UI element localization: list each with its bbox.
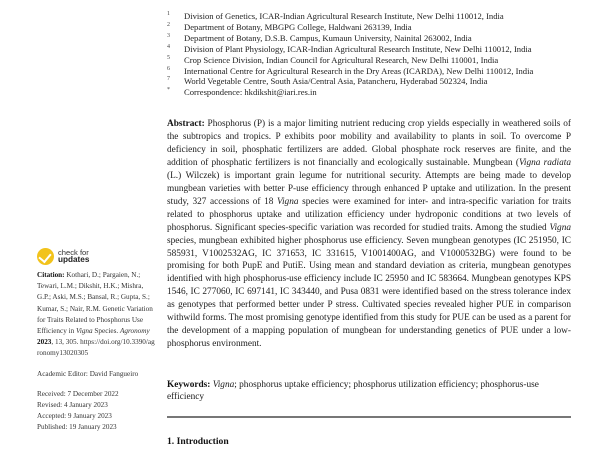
affiliation-number: 3 [167,32,170,39]
affiliation-text: Department of Botany, D.S.B. Campus, Kumaun University, Nainital 263002, India [184,32,472,43]
affiliations-list [167,11,587,98]
crossmark-check-icon [37,248,54,265]
citation-genus: Vigna [75,327,93,336]
academic-editor: Academic Editor: David Fangueiro [37,369,139,378]
keywords: Keywords: Vigna; phosphorus uptake efficiency; phosphorus utilization efficiency; phosphorus-use efficiency [167,380,539,403]
correspondence [167,87,587,98]
citation-volume-pages: , 13, 305. [51,338,79,347]
citation-label: Citation: [37,271,65,279]
affiliation-text: Division of Genetics, ICAR-Indian Agricultural Research Institute, New Delhi 110012, India [184,11,504,21]
affiliation-item [167,66,587,77]
date-received: Received: 7 December 2022 [37,389,119,398]
publication-dates [37,389,157,434]
citation-year: 2023 [37,338,52,347]
section-heading-introduction: 1. Introduction [167,436,229,447]
affiliation-number: * [167,87,170,94]
affiliation-number: 6 [167,65,170,72]
affiliation-number: 7 [167,76,170,83]
affiliation-number: 5 [167,54,170,61]
affiliation-text: International Centre for Agricultural Research in the Dry Areas (ICARDA), New Delhi 110012, India [184,65,534,76]
section-divider [167,416,571,418]
article-sidebar [37,246,157,434]
check-for-updates-button[interactable] [37,246,157,266]
date-accepted: Accepted: 9 January 2023 [37,412,112,421]
affiliation-text: Division of Plant Physiology, ICAR-Indian Agricultural Research Institute, New Delhi 110012, India [184,43,532,54]
affiliation-text: World Vegetable Centre, South Asia/Central Asia, Patancheru, Hyderabad 502324, India [184,76,488,87]
affiliation-text: Department of Botany, MBGPG College, Haldwani 263139, India [184,21,412,32]
affiliation-item [167,76,587,87]
citation-journal: Agronomy [119,327,150,336]
affiliation-item [167,44,587,55]
abstract: Abstract: Phosphorus (P) is a major limiting nutrient reducing crop yields especially in weathered soils of the subtropics and tropics. P exhibits poor mobility and availability to plants in soil. To overcome P deficiency in soil, phosphatic fertilizers are added. Global phosphate rock reserves are finite, and the addition of phosphatic fertilizers is not financially and ecologically sustainable. Mungbean (Vigna radiata (L.) Wilczek) is important grain legume for nutritional security. Attempts are being made to develop mungbean varieties with better P-use efficiency through enhanced P uptake and utilization. In the present study, 327 accessions of 18 Vigna species were examined for inter- and intra-specific variation for traits related to phosphorus uptake and utilization efficiency under hydroponic conditions at two levels of phosphorus. Significant species-specific variation was recorded for studied traits. Among the studied Vigna species, mungbean exhibited higher phosphorus use efficiency. Seven mungbean genotypes (IC 251950, IC 585931, V1002532AG, IC 371653, IC 331615, V1001400AG, and V1000532BG) were found to be promising for both PupE and PutiE. Using mean and standard deviation as criteria, mungbean genotypes identified with high phosphorus-use efficiency include IC 25950 and IC 583664. Mungbean genotypes KPS 1546, IC 277060, IC 697141, IC 343440, and Pusa 0831 were identified based on the stress tolerance index as genotypes that performed better under P stress. Cultivated species revealed higher PUE in comparison withwild forms. The most promising genotype identified from this study for PUE can be used as a parent for the development of a mapping population of mungbean for understanding genetics of PUE under a low-phosphorus environment. [167,119,572,350]
date-revised: Revised: 4 January 2023 [37,401,108,410]
correspondence-text[interactable]: Correspondence: hkdikshit@iari.res.in [184,87,317,98]
keywords-label: Keywords: [167,380,211,390]
affiliation-item [167,33,587,44]
crossmark-label: check for updates [58,247,90,264]
abstract-label: Abstract: [167,119,205,129]
affiliation-number: 2 [167,21,170,28]
affiliation-item [167,11,587,22]
affiliation-item [167,22,587,33]
affiliation-number: 1 [167,11,170,17]
affiliation-number: 4 [167,43,170,50]
citation-doi-link[interactable]: https://doi.org/10.3390/agronomy13020305 [37,338,155,358]
citation-block [37,270,157,360]
affiliation-text: Crop Science Division, Indian Council for Agricultural Research, New Delhi 110001, India [184,54,499,65]
citation-species: Species. [94,327,119,336]
affiliation-item [167,55,587,66]
date-published: Published: 19 January 2023 [37,423,117,432]
citation-authors: Kothari, D.; Pargaien, N.; Tewari, L.M.; Dikshit, H.K.; Mishra, G.P.; Aski, M.S.; Bansal, R.; Gupta, S.; Kumar, S.; Nair, R.M. Genetic Variation for Traits Related to Phosphorus Use Efficiency in [37,271,153,336]
